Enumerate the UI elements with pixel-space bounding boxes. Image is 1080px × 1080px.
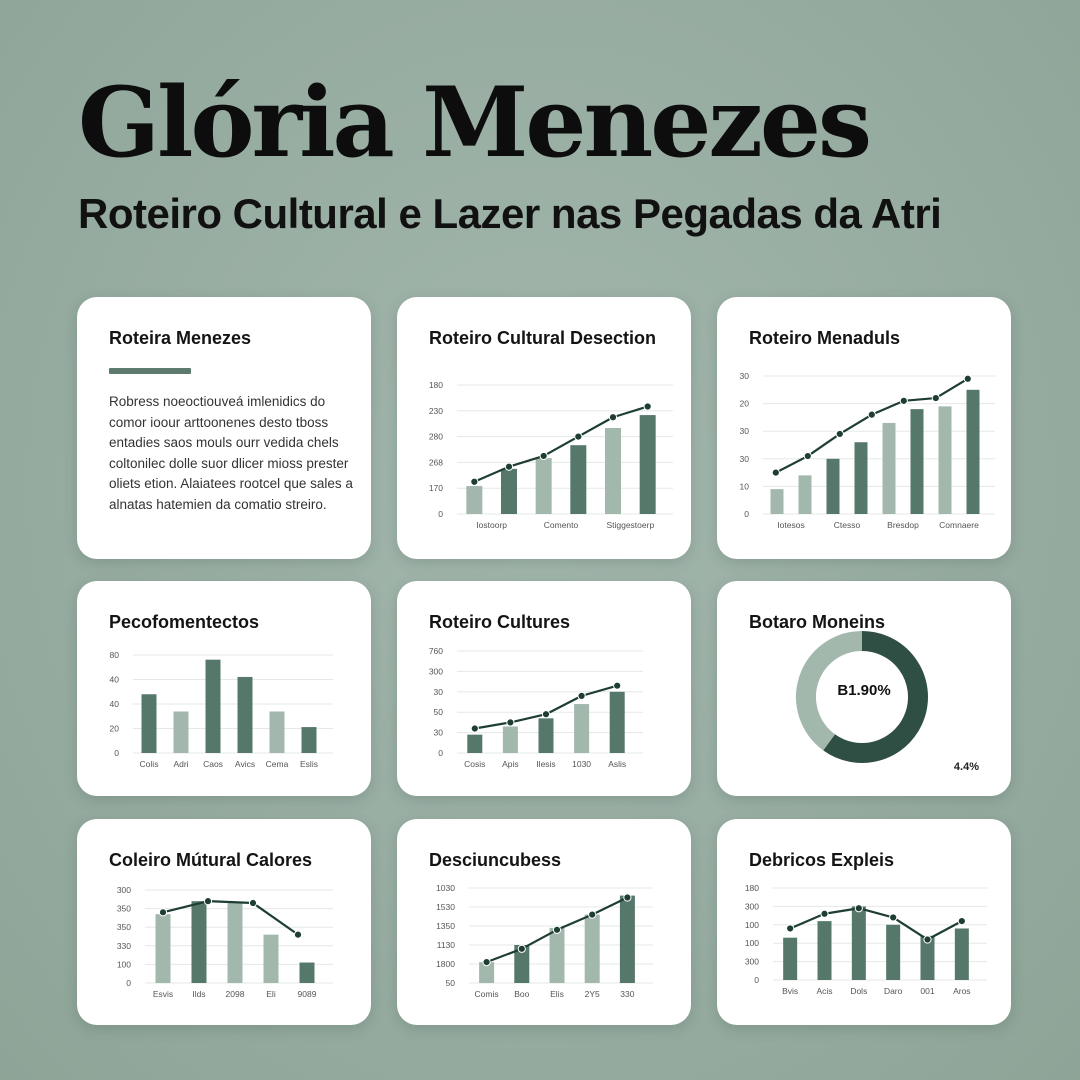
bar-line-chart xyxy=(77,819,371,1025)
chart-card xyxy=(397,819,691,1025)
line-point xyxy=(821,910,828,917)
y-tick-label: 1350 xyxy=(436,921,455,931)
x-tick-label: Caos xyxy=(203,759,223,769)
y-tick-label: 20 xyxy=(739,398,749,409)
x-tick-label: Bresdop xyxy=(887,520,919,530)
x-tick-label: Iostoorp xyxy=(476,520,508,530)
y-tick-label: 760 xyxy=(428,646,443,656)
bar xyxy=(827,459,840,514)
x-tick-label: 1030 xyxy=(572,759,592,769)
bar-chart xyxy=(77,581,371,796)
y-tick-label: 30 xyxy=(433,686,443,697)
line-point xyxy=(249,899,256,906)
x-tick-label: Bvis xyxy=(782,986,799,996)
card-title: Roteira Menezes xyxy=(109,328,252,348)
y-tick-label: 50 xyxy=(433,707,443,718)
bar xyxy=(855,442,868,514)
y-tick-label: 330 xyxy=(116,940,131,951)
line-point xyxy=(964,375,971,382)
y-tick-label: 100 xyxy=(744,919,759,930)
y-tick-label: 40 xyxy=(109,699,119,709)
line-point xyxy=(609,414,616,421)
line-point xyxy=(644,403,651,410)
y-tick-label: 1800 xyxy=(436,959,455,969)
x-tick-label: Avics xyxy=(234,759,256,769)
y-tick-label: 180 xyxy=(744,883,759,893)
x-tick-label: 2Y5 xyxy=(584,989,600,999)
chart-card xyxy=(397,581,691,796)
bar-line-chart xyxy=(397,819,691,1025)
line-point xyxy=(900,397,907,404)
y-tick-label: 350 xyxy=(116,903,131,914)
bar xyxy=(783,938,797,980)
donut-center-label: B1.90% xyxy=(837,682,891,699)
line-point xyxy=(507,719,514,726)
x-tick-label: 330 xyxy=(620,989,635,999)
bar xyxy=(939,406,952,514)
bar xyxy=(550,928,565,983)
x-tick-label: Comnaere xyxy=(939,520,979,530)
bar xyxy=(264,935,279,983)
x-tick-label: Daro xyxy=(883,986,903,996)
bar xyxy=(771,489,784,514)
x-tick-label: Cema xyxy=(265,759,289,769)
chart-card xyxy=(77,819,371,1025)
line-point xyxy=(614,682,621,689)
bar xyxy=(852,906,866,980)
bar xyxy=(270,712,285,753)
bar xyxy=(142,694,157,753)
y-tick-label: 300 xyxy=(116,885,131,895)
bar xyxy=(174,712,189,753)
x-tick-label: Stiggestoerp xyxy=(606,520,655,530)
y-tick-label: 300 xyxy=(744,901,759,912)
line-point xyxy=(924,936,931,943)
y-tick-label: 20 xyxy=(109,723,119,734)
line-point xyxy=(483,959,490,966)
line-point xyxy=(575,433,582,440)
bar-line-chart xyxy=(717,819,1011,1025)
series-line xyxy=(790,908,962,939)
y-tick-label: 180 xyxy=(428,380,443,390)
bar-line-chart xyxy=(397,581,691,796)
page-title: Glória Menezes xyxy=(78,66,870,179)
bar xyxy=(206,660,221,753)
line-point xyxy=(787,925,794,932)
x-tick-label: Ctesso xyxy=(833,520,861,530)
y-tick-label: 30 xyxy=(739,371,749,381)
x-tick-label: 2098 xyxy=(225,989,245,999)
x-tick-label: Ilds xyxy=(192,989,206,999)
x-tick-label: 9089 xyxy=(297,989,317,999)
bar xyxy=(886,925,900,980)
line-point xyxy=(855,905,862,912)
line-point xyxy=(553,926,560,933)
x-tick-label: Colis xyxy=(139,759,159,769)
bar xyxy=(300,963,315,983)
y-tick-label: 0 xyxy=(438,509,443,519)
card-title: Coleiro Mútural Calores xyxy=(109,850,313,870)
y-tick-label: 0 xyxy=(754,975,759,985)
y-tick-label: 280 xyxy=(428,431,443,442)
line-point xyxy=(159,909,166,916)
x-tick-label: Apis xyxy=(502,759,519,769)
y-tick-label: 1030 xyxy=(436,883,455,893)
chart-card xyxy=(717,297,1011,559)
text-card xyxy=(77,297,371,559)
line-point xyxy=(836,430,843,437)
x-tick-label: Adri xyxy=(173,759,189,769)
x-tick-label: Elis xyxy=(550,989,564,999)
x-tick-label: Acis xyxy=(816,986,833,996)
line-point xyxy=(772,469,779,476)
line-point xyxy=(932,394,939,401)
y-tick-label: 10 xyxy=(739,481,749,492)
card-title: Roteiro Cultures xyxy=(429,612,571,632)
bar xyxy=(799,475,812,514)
bar xyxy=(503,726,518,753)
y-tick-label: 1130 xyxy=(436,940,455,950)
x-tick-label: Ilesis xyxy=(536,759,556,769)
bar xyxy=(467,735,482,753)
y-tick-label: 230 xyxy=(428,405,443,416)
series-line xyxy=(474,407,647,482)
donut-card xyxy=(717,581,1011,796)
bar xyxy=(570,445,586,514)
line-point xyxy=(578,692,585,699)
y-tick-label: 300 xyxy=(744,956,759,967)
chart-card xyxy=(717,819,1011,1025)
line-point xyxy=(471,478,478,485)
card-title: Roteiro Cultural Desection xyxy=(429,328,657,348)
card-title: Desciuncubess xyxy=(429,850,562,870)
chart-card xyxy=(77,581,371,796)
bar xyxy=(192,901,207,983)
y-tick-label: 30 xyxy=(433,727,443,738)
bar-line-chart xyxy=(717,297,1011,559)
line-point xyxy=(890,914,897,921)
y-tick-label: 350 xyxy=(116,922,131,933)
bar xyxy=(605,428,621,514)
bar xyxy=(883,423,896,514)
x-tick-label: Aslis xyxy=(608,759,627,769)
y-tick-label: 0 xyxy=(114,748,119,758)
bar xyxy=(302,727,317,753)
y-tick-label: 30 xyxy=(739,453,749,464)
donut-corner-label: 4.4% xyxy=(953,761,979,773)
title-underline xyxy=(109,368,191,374)
y-tick-label: 1530 xyxy=(436,902,455,912)
y-tick-label: 40 xyxy=(109,674,119,685)
bar xyxy=(620,896,635,983)
card-title: Botaro Moneins xyxy=(749,612,886,632)
line-point xyxy=(518,945,525,952)
line-point xyxy=(505,463,512,470)
y-tick-label: 268 xyxy=(428,457,443,468)
bar xyxy=(536,458,552,514)
bar xyxy=(501,469,517,514)
y-tick-label: 0 xyxy=(744,509,749,519)
bar-line-chart xyxy=(397,297,691,559)
line-point xyxy=(540,452,547,459)
y-tick-label: 80 xyxy=(109,650,119,660)
x-tick-label: Eli xyxy=(266,989,276,999)
bar xyxy=(967,390,980,514)
x-tick-label: Esvis xyxy=(152,989,174,999)
line-point xyxy=(589,911,596,918)
page-subtitle: Roteiro Cultural e Lazer nas Pegadas da Atri xyxy=(78,190,942,237)
x-tick-label: Boo xyxy=(514,989,530,999)
y-tick-label: 50 xyxy=(445,978,455,988)
x-tick-label: Comis xyxy=(474,989,499,999)
bar xyxy=(610,692,625,753)
chart-card xyxy=(397,297,691,559)
bar xyxy=(911,409,924,514)
line-point xyxy=(471,725,478,732)
card-title: Pecofomentectos xyxy=(109,612,260,632)
y-tick-label: 300 xyxy=(428,666,443,677)
bar xyxy=(228,903,243,983)
bar xyxy=(238,677,253,753)
x-tick-label: 001 xyxy=(920,986,935,996)
bar xyxy=(574,704,589,753)
line-point xyxy=(542,711,549,718)
bar xyxy=(585,915,600,983)
y-tick-label: 170 xyxy=(428,483,443,494)
y-tick-label: 100 xyxy=(116,959,131,970)
x-tick-label: Aros xyxy=(953,986,971,996)
x-tick-label: Comento xyxy=(543,520,579,530)
bar xyxy=(466,486,482,514)
bar xyxy=(640,415,656,514)
line-point xyxy=(204,898,211,905)
x-tick-label: Iotesos xyxy=(777,520,805,530)
y-tick-label: 30 xyxy=(739,426,749,437)
line-point xyxy=(868,411,875,418)
bar xyxy=(955,928,969,980)
line-point xyxy=(294,931,301,938)
x-tick-label: Eslis xyxy=(300,759,318,769)
card-title: Debricos Expleis xyxy=(749,850,895,870)
y-tick-label: 0 xyxy=(126,978,131,988)
line-point xyxy=(804,452,811,459)
y-tick-label: 100 xyxy=(744,938,759,949)
card-title: Roteiro Menaduls xyxy=(749,328,901,348)
y-tick-label: 0 xyxy=(438,748,443,758)
bar xyxy=(156,914,171,983)
x-tick-label: Cosis xyxy=(464,759,486,769)
card-body-text: Robress noeoctiouveá imlenidics do comor ioour arttoonenes desto tboss entadies saos mouls ourr vedida chels coltonilec dolle suor dlicer mioss prester oliets etion. Alaiatees rootcel que sales a alnatas hatemien da comatio streiro. xyxy=(109,394,353,512)
x-tick-label: Dols xyxy=(850,986,868,996)
line-point xyxy=(958,918,965,925)
bar xyxy=(539,718,554,753)
line-point xyxy=(624,894,631,901)
bar xyxy=(818,921,832,980)
